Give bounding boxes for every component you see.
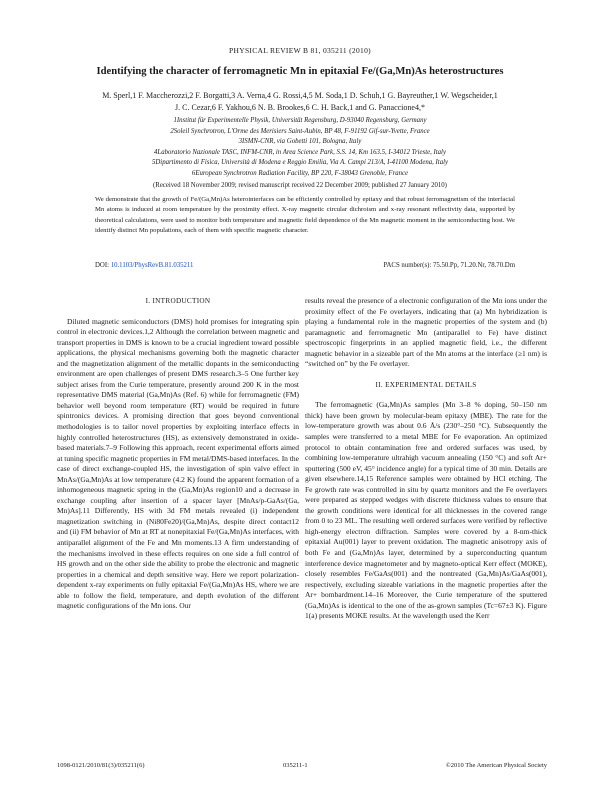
doi-pacs-row bbox=[95, 262, 515, 269]
pacs-numbers: PACS number(s): 75.50.Pp, 71.20.Nr, 78.70.Dm bbox=[383, 262, 515, 269]
experimental-paragraph: The ferromagnetic (Ga,Mn)As samples (Mn 3–8 % doping, 50–150 nm thick) have been grown by molecular-beam epitaxy (MBE). The rate for the low-temperature growth was about 0.6 Å/s (230°–250 °C). Subsequently the samples were transferred to a metal MBE for Fe evaporation. An optimized protocol to obtain contamination free and ordered surfaces was used, by combining low-temperature ultrahigh vacuum annealing (150 °C) and soft Ar+ sputtering (500 eV, 45° incidence angle) for a typical time of 30 min. Details are given elsewhere.14,15 Reference samples were obtained by HCl etching. The Fe growth rate was controlled in situ by quartz monitors and the Fe overlayers were prepared as stepped wedges with discrete thickness values to ensure that the growth conditions were identical for all thicknesses in the covered range from 0 to 23 ML. The resulting well ordered surfaces were verified by reflective high-energy electron diffraction. Samples were covered by a 8-nm-thick epitaxial Au(001) layer to prevent oxidation. The magnetic anisotropy axis of both Fe and (Ga,Mn)As layer, determined by a superconducting quantum interference device magnetometer and by magneto-optical Kerr effect (MOKE), closely resembles Fe/GaAs(001) and the nontreated (Ga,Mn)As/GaAs(001), respectively, excluding sizeable variations in the magnetic properties after the Ar+ bombardment.14–16 Moreover, the Curie temperature of the sputtered (Ga,Mn)As is identical to the one of the as-grown samples (Tc=67±3 K). Figure 1(a) presents MOKE results. At the wavelength used the Kerr bbox=[305, 400, 547, 621]
affiliation: 4Laboratorio Nazionale TASC, INFM-CNR, in Area Science Park, S.S. 14, Km 163.5, I-34012 Trieste, Italy bbox=[154, 148, 446, 156]
affiliation: 5Dipartimento di Fisica, Università di Modena e Reggio Emilia, Via A. Campi 213/A, I-41100 Modena, Italy bbox=[152, 159, 448, 166]
affiliation: 1Institut für Experimentelle Physik, Universität Regensburg, D-93040 Regensburg, Germany bbox=[173, 117, 427, 124]
author-list bbox=[50, 90, 550, 113]
affiliation: 6European Synchrotron Radiation Facility, BP 220, F-38043 Grenoble, France bbox=[191, 169, 409, 177]
issn-code: 1098-0121/2010/81(3)/035211(6) bbox=[57, 762, 145, 769]
journal-header: PHYSICAL REVIEW B 81, 035211 (2010) bbox=[229, 46, 371, 55]
affiliation: 3ISMN-CNR, via Gobetti 101, Bologna, Italy bbox=[238, 138, 362, 145]
affiliations bbox=[60, 116, 540, 179]
section-heading-introduction: I. INTRODUCTION bbox=[145, 297, 211, 305]
introduction-paragraph: Diluted magnetic semiconductors (DMS) hold promises for integrating spin control in electronic devices.1,2 Although the correlation between magnetic and transport properties in DMS is known to be a crucial ingredient toward possible applications, the physical mechanisms governing both the magnetic character and the magnetization alignment of the metallic dopants in the semiconducting environment are open challenges of present DMS research.3–5 One further key subject arises from the Curie temperature, presently around 200 K in the most representative DMS material (Ga,Mn)As (Ref. 6) while for ferromagnetic (FM) behavior well beyond room temperature (RT) would be required in future spintronics devices. A promising direction that goes beyond conventional methodologies is to tailor novel properties by exploiting interface effects in highly controlled heterostructures (HS), as extensively demonstrated in oxide-based materials.7–9 Following this approach, recent experimental efforts aimed at tuning specific magnetic properties in FM metal/DMS-based interfaces. In the case of direct exchange-coupled HS, the investigation of spin valve effect in MnAs/(Ga,Mn)As at low temperature (4.2 K) found the apparent formation of a inhomogeneous magnetic spring in the (Ga,Mn)As region10 and a decrease in exchange coupling after insertion of a spacer layer [MnAs/p-GaAs/(Ga, Mn)As].11 Differently, HS with 3d FM metals revealed (i) independent magnetization switching in (Ni80Fe20)/(Ga,Mn)As, despite direct contact12 and (ii) FM behavior of Mn at RT at nonepitaxial Fe/(Ga,Mn)As interfaces, with antiparallel alignment of the Fe and Mn moments.13 A firm understanding of the mechanisms involved in these effects requires on one side a full control of HS growth and on the other side the ability to probe the electronic and magnetic properties in a chemical and depth sensitive way. Here we report polarization-dependent x-ray experiments on fully epitaxial Fe/(Ga,Mn)As HS, where we are able to follow the field, temperature, and depth evolution of the different magnetic configurations of the Mn ions. Our bbox=[57, 316, 299, 611]
introduction-continued-paragraph: results reveal the presence of a electronic configuration of the Mn ions under the proximity effect of the Fe overlayers, indicating that (a) Mn hybridization is playing a fundamental role in the magnetic properties of the system and (b) paramagnetic and ferromagnetic Mn (antiparallel to Fe) have distinct spectroscopic fingerprints in an applied magnetic field, i.e., the different magnetic behavior in a sizeable part of the Mn atoms at the interface (≥1 nm) is “switched on” by the Fe overlayer. bbox=[305, 296, 547, 369]
author-line: M. Sperl,1 F. Maccherozzi,2 F. Borgatti,3 A. Verna,4 G. Rossi,4,5 M. Soda,1 D. Schuh,1 G. Bayreuther,1 W. Wegscheider,1 bbox=[102, 91, 498, 100]
section-heading-experimental: II. EXPERIMENTAL DETAILS bbox=[375, 380, 477, 389]
left-column bbox=[57, 296, 299, 612]
doi-link[interactable]: 10.1103/PhysRevB.81.035211 bbox=[110, 262, 194, 269]
doi-label: DOI: bbox=[95, 262, 109, 269]
article-title: Identifying the character of ferromagnetic Mn in epitaxial Fe/(Ga,Mn)As heterostructures bbox=[96, 66, 504, 77]
copyright-notice: ©2010 The American Physical Society bbox=[445, 762, 547, 769]
author-line: J. C. Cezar,6 F. Yakhou,6 N. B. Brookes,6 C. H. Back,1 and G. Panaccione4,* bbox=[175, 102, 425, 112]
right-column bbox=[305, 296, 547, 622]
page-number: 035211-1 bbox=[283, 762, 308, 769]
affiliation: 2Soleil Synchrotron, L'Orme des Merisiers Saint-Aubin, BP 48, F-91192 Gif-sur-Yvette, France bbox=[170, 127, 430, 135]
received-dates: (Received 18 November 2009; revised manuscript received 22 December 2009; published 27 January 2010) bbox=[153, 182, 447, 189]
abstract: We demonstrate that the growth of Fe/(Ga,Mn)As heterointerfaces can be efficiently controlled by epitaxy and that robust ferromagnetism of the interfacial Mn atoms is induced at room temperature by the proximity effect. X-ray magnetic circular dichroism and x-ray resonant reflectivity data, supported by theoretical calculations, were used to monitor both temperature and magnetic field dependence of the Mn magnetic moment in the semiconducting host. We identify distinct Mn populations, each of them with specific magnetic character. bbox=[95, 196, 515, 235]
